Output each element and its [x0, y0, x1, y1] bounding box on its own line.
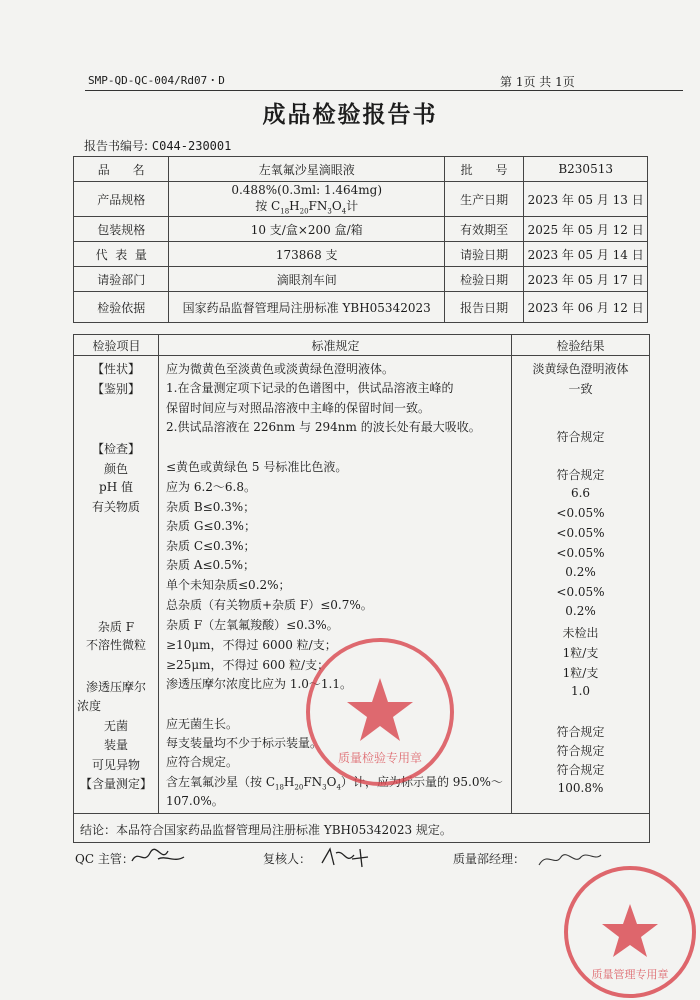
quality-management-stamp	[558, 860, 698, 1000]
item-color: 颜色	[103, 462, 128, 476]
std-line: 单个未知杂质≤0.2%；	[166, 578, 291, 592]
report-date-label: 报告日期	[444, 292, 523, 323]
result-value: <0.05%	[556, 546, 605, 560]
header-standard: 标准规定	[311, 339, 360, 353]
quantity: 173868 支	[169, 242, 444, 267]
basis-label: 检验依据	[74, 292, 169, 323]
std-line: 应为 6.2～6.8。	[166, 480, 256, 494]
qa-manager-label: 质量部经理：	[453, 852, 526, 866]
conclusion-text: 结论：本品符合国家药品监督管理局注册标准 YBH05342023 规定。	[80, 823, 452, 837]
std-line: ≥10μm，不得过 6000 粒/支；	[166, 638, 337, 652]
qty-label: 代 表 量	[74, 242, 169, 267]
result-value: 符合规定	[556, 430, 605, 444]
product-spec	[169, 182, 444, 217]
test-date-label: 检验日期	[444, 267, 523, 292]
std-line: 杂质 C≤0.3%；	[166, 539, 256, 553]
expiry-label: 有效期至	[444, 217, 523, 242]
result-value: 一致	[568, 382, 593, 396]
test-date: 2023 年 05 月 17 日	[524, 267, 648, 292]
std-line-assay: 含左氧氟沙星（按 $C_{18}H_{20}FN_3O_4$）计，应为标示量的 95.0%～	[166, 775, 503, 792]
item-osmolality: 渗透压摩尔	[85, 680, 146, 694]
header-result: 检验结果	[556, 339, 605, 353]
result-value: 未检出	[562, 626, 599, 640]
std-line: 杂质 F（左氧氟羧酸）≤0.3%。	[166, 618, 339, 632]
item-related-substances: 有关物质	[91, 500, 140, 514]
result-value: 符合规定	[556, 763, 605, 777]
request-date: 2023 年 05 月 14 日	[524, 242, 648, 267]
std-line: 1.在含量测定项下记录的色谱图中，供试品溶液主峰的	[166, 381, 454, 395]
std-line: 应为微黄色至淡黄色或淡黄绿色澄明液体。	[166, 362, 395, 376]
std-line: 保留时间应与对照品溶液中主峰的保留时间一致。	[166, 401, 431, 415]
inspection-stamp	[300, 632, 460, 792]
document-code: SMP-QD-QC-004/Rd07・D	[88, 74, 225, 87]
column-divider	[511, 334, 512, 814]
result-value: 1粒/支	[562, 666, 599, 680]
name-label: 品 名	[74, 157, 169, 182]
std-line: ≥25μm，不得过 600 粒/支；	[166, 658, 330, 672]
std-line: 杂质 A≤0.5%；	[166, 558, 256, 572]
result-value: 0.2%	[565, 604, 596, 618]
header-item: 检验项目	[92, 339, 141, 353]
item-osmolality-2: 浓度	[77, 699, 102, 713]
report-number-label: 报告书编号:	[84, 139, 149, 153]
report-date: 2023 年 06 月 12 日	[524, 292, 648, 323]
batch-label: 批 号	[444, 157, 523, 182]
pack-spec: 10 支/盒×200 盒/箱	[169, 217, 444, 242]
qc-supervisor-label: QC 主管：	[75, 852, 134, 866]
std-line: 渗透压摩尔浓度比应为 1.0～1.1。	[166, 677, 352, 691]
batch-number: B230513	[524, 157, 648, 182]
std-line: 每支装量均不少于标示装量。	[166, 736, 323, 750]
product-info-table	[73, 156, 648, 323]
result-value: 符合规定	[556, 744, 605, 758]
column-divider	[158, 334, 159, 814]
result-value: 符合规定	[556, 725, 605, 739]
request-date-label: 请验日期	[444, 242, 523, 267]
item-appearance: 【性状】	[91, 362, 140, 376]
std-line: 杂质 G≤0.3%；	[166, 519, 256, 533]
item-particulates: 不溶性微粒	[85, 638, 146, 652]
result-value: 淡黄绿色澄明液体	[532, 362, 629, 376]
std-line: 2.供试品溶液在 226nm 与 294nm 的波长处有最大吸收。	[166, 420, 481, 434]
dept-label: 请验部门	[74, 267, 169, 292]
item-ph: pH 值	[99, 480, 133, 494]
svg-text:质量管理专用章: 质量管理专用章	[591, 968, 669, 981]
mfg-date: 2023 年 05 月 13 日	[524, 182, 648, 217]
header-divider	[85, 90, 683, 91]
pack-label: 包装规格	[74, 217, 169, 242]
spec-label: 产品规格	[74, 182, 169, 217]
item-sterility: 无菌	[103, 719, 128, 733]
item-impurity-f: 杂质 F	[97, 620, 135, 634]
std-line: 107.0%。	[166, 794, 224, 808]
product-name: 左氧氟沙星滴眼液	[169, 157, 444, 182]
result-value: 0.2%	[565, 565, 596, 579]
result-value: 100.8%	[557, 781, 604, 795]
result-value: <0.05%	[556, 526, 605, 540]
result-value: 6.6	[570, 486, 591, 500]
page-number: 第 1页 共 1页	[500, 75, 575, 89]
result-value: <0.05%	[556, 585, 605, 599]
report-title: 成品检验报告书	[262, 101, 438, 128]
std-line: 杂质 B≤0.3%；	[166, 500, 256, 514]
result-value: <0.05%	[556, 506, 605, 520]
spec-line-2: 按 $C_{18}H_{20}FN_3O_4$计	[255, 198, 359, 216]
expiry-date: 2025 年 05 月 12 日	[524, 217, 648, 242]
svg-text:质量检验专用章: 质量检验专用章	[337, 751, 423, 765]
item-visible-particles: 可见异物	[91, 758, 140, 772]
item-assay: 【含量测定】	[79, 777, 152, 791]
report-number-value: C044-230001	[151, 139, 232, 153]
reviewer-signature	[318, 845, 378, 869]
report-number	[84, 137, 231, 154]
result-value: 1粒/支	[562, 646, 599, 660]
result-value: 1.0	[570, 684, 591, 698]
reviewer-label: 复核人：	[263, 852, 312, 866]
mfg-label: 生产日期	[444, 182, 523, 217]
department: 滴眼剂车间	[169, 267, 444, 292]
std-line: 应符合规定。	[166, 755, 239, 769]
qc-signature	[128, 845, 188, 869]
test-basis: 国家药品监督管理局注册标准 YBH05342023	[169, 292, 444, 323]
item-fill-volume: 装量	[103, 738, 128, 752]
std-line: 应无菌生长。	[166, 717, 239, 731]
std-line: 总杂质（有关物质+杂质 F）≤0.7%。	[166, 598, 373, 612]
std-line: ≤黄色或黄绿色 5 号标准比色液。	[166, 460, 348, 474]
result-value: 符合规定	[556, 468, 605, 482]
item-inspection: 【检查】	[91, 442, 140, 456]
spec-line-1: 0.488%(0.3ml: 1.464mg)	[231, 182, 383, 197]
item-identification: 【鉴别】	[91, 382, 140, 396]
conclusion-row	[73, 813, 650, 843]
